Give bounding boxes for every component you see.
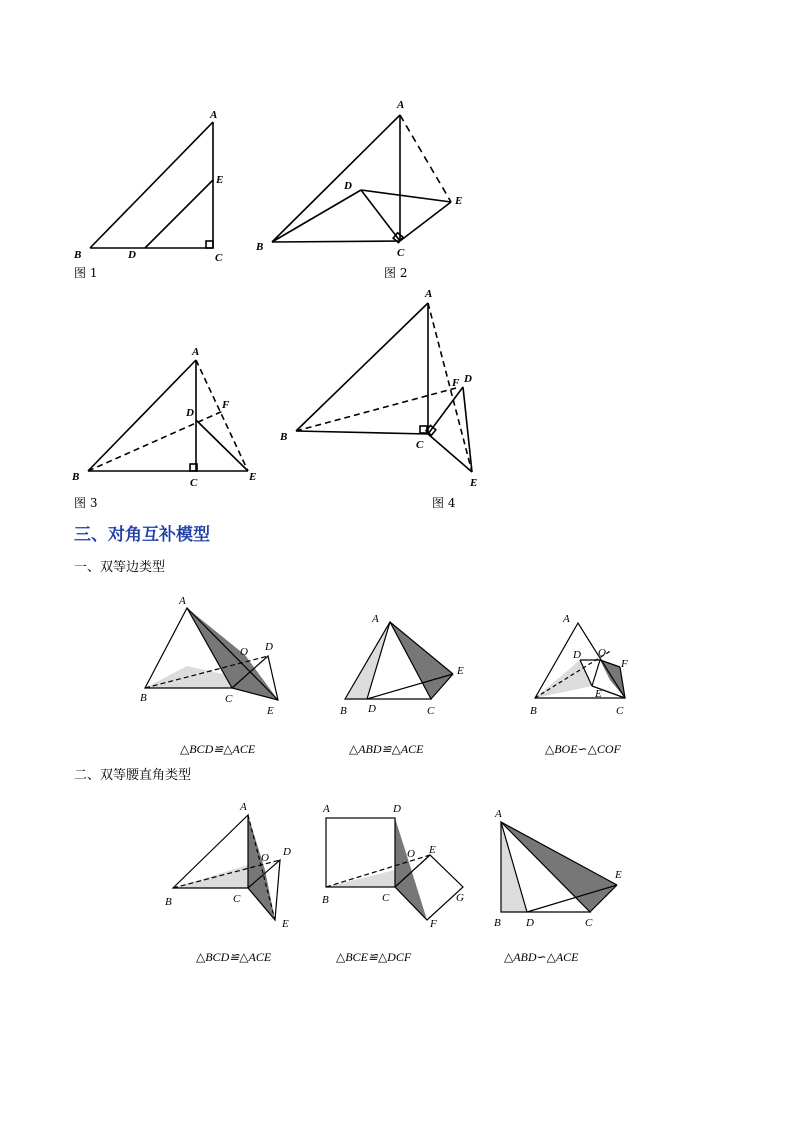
label-D: D [186, 407, 194, 419]
formula-equilateral-3: △BOE∽△COF [545, 742, 621, 756]
label-A: A [495, 808, 502, 820]
figure-4-caption: 图 4 [432, 496, 456, 510]
label-B: B [494, 917, 501, 929]
figure-isosceles-3 [488, 800, 638, 935]
label-F: F [452, 377, 460, 389]
label-B: B [72, 471, 80, 483]
formula-isosceles-2: △BCE≌△DCF [336, 950, 412, 964]
label-G: G [456, 892, 464, 904]
label-D: D [526, 917, 534, 929]
label-A: A [563, 613, 570, 625]
label-E: E [249, 471, 257, 483]
label-B: B [256, 241, 264, 253]
label-D: D [368, 703, 376, 715]
label-A: A [179, 595, 186, 607]
label-E: E [455, 195, 463, 207]
label-C: C [225, 693, 233, 705]
figure-isosceles-2 [315, 795, 475, 930]
label-A: A [323, 803, 330, 815]
formula-equilateral-1: △BCD≌△ACE [180, 742, 256, 756]
label-A: A [397, 99, 405, 111]
label-B: B [74, 249, 82, 261]
label-F: F [222, 399, 230, 411]
label-D: D [128, 249, 136, 261]
label-B: B [140, 692, 147, 704]
label-E: E [429, 844, 436, 856]
label-D: D [344, 180, 352, 192]
figure-equilateral-1 [135, 590, 285, 720]
label-A: A [372, 613, 379, 625]
label-B: B [530, 705, 537, 717]
label-D: D [393, 803, 401, 815]
subsection-equilateral: 一、双等边类型 [74, 560, 166, 575]
label-E: E [457, 665, 464, 677]
figure-equilateral-3 [525, 605, 650, 720]
label-C: C [382, 892, 390, 904]
label-D: D [283, 846, 291, 858]
label-O: O [261, 852, 269, 864]
label-B: B [322, 894, 329, 906]
label-E: E [615, 869, 622, 881]
label-A: A [425, 288, 433, 300]
label-C: C [427, 705, 435, 717]
figure-4 [275, 280, 495, 495]
label-E: E [216, 174, 224, 186]
label-A: A [192, 346, 200, 358]
label-C: C [416, 439, 424, 451]
label-E: E [282, 918, 289, 930]
label-E: E [267, 705, 274, 717]
label-O: O [407, 848, 415, 860]
figure-2-caption: 图 2 [384, 266, 408, 280]
label-B: B [340, 705, 347, 717]
subsection-isosceles-right: 二、双等腰直角类型 [74, 768, 192, 783]
label-B: B [165, 896, 172, 908]
figure-isosceles-1 [160, 795, 300, 935]
label-O: O [240, 646, 248, 658]
label-A: A [210, 109, 218, 121]
label-D: D [265, 641, 273, 653]
label-O: O [598, 647, 606, 659]
label-F: F [621, 658, 628, 670]
formula-isosceles-1: △BCD≌△ACE [196, 950, 272, 964]
figure-2 [250, 95, 480, 270]
label-C: C [190, 477, 198, 489]
label-F: F [430, 918, 437, 930]
label-C: C [616, 705, 624, 717]
label-D: D [573, 649, 581, 661]
figure-equilateral-2 [335, 605, 475, 720]
label-C: C [397, 247, 405, 259]
formula-isosceles-3: △ABD∽△ACE [504, 950, 579, 964]
label-B: B [280, 431, 288, 443]
section-title: 三、对角互补模型 [74, 525, 210, 545]
label-D: D [464, 373, 472, 385]
label-E: E [470, 477, 478, 489]
label-C: C [585, 917, 593, 929]
label-C: C [233, 893, 241, 905]
label-E: E [595, 688, 602, 700]
figure-1-caption: 图 1 [74, 266, 98, 280]
figure-1 [60, 100, 240, 270]
formula-equilateral-2: △ABD≌△ACE [349, 742, 424, 756]
figure-3-caption: 图 3 [74, 496, 98, 510]
label-A: A [240, 801, 247, 813]
figure-3 [65, 340, 265, 490]
label-C: C [215, 252, 223, 264]
